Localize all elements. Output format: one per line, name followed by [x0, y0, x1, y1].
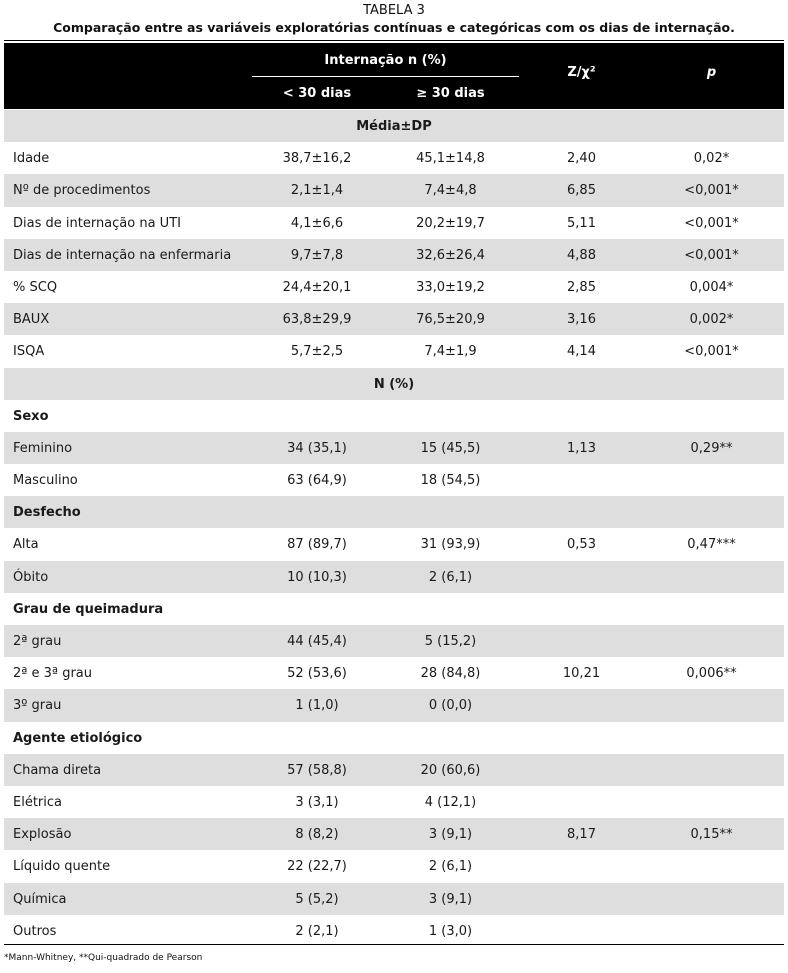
cell-p: <0,001* — [684, 247, 739, 263]
cell-over-30: 18 (54,5) — [420, 473, 481, 489]
cell-over-30: 1 (3,0) — [428, 923, 473, 939]
cell-z-chi: 10,21 — [562, 666, 601, 682]
table-row — [4, 850, 784, 882]
header-col-under-30: < 30 dias — [282, 86, 352, 101]
row-label: ISQA — [13, 344, 45, 360]
row-label: Masculino — [13, 473, 78, 489]
row-label: Alta — [13, 537, 39, 553]
cell-z-chi: 0,53 — [567, 537, 596, 553]
cell-p: 0,006** — [686, 666, 737, 682]
table-row — [4, 207, 784, 239]
cell-under-30: 52 (53,6) — [287, 666, 347, 682]
table-row — [4, 303, 784, 335]
table-row — [4, 818, 784, 850]
cell-under-30: 4,1±6,6 — [290, 215, 344, 231]
cell-under-30: 1 (1,0) — [295, 698, 339, 714]
row-label: 2ª e 3ª grau — [13, 666, 92, 682]
cell-over-30: 31 (93,9) — [420, 537, 481, 553]
top-rule — [4, 40, 784, 41]
cell-under-30: 2 (2,1) — [295, 923, 339, 939]
group-label: Grau de queimadura — [13, 601, 164, 617]
row-label: % SCQ — [13, 279, 58, 295]
cell-p: 0,15** — [690, 827, 733, 843]
row-label: 3º grau — [13, 698, 62, 714]
group-row — [4, 593, 784, 625]
table-row — [4, 561, 784, 593]
table-body — [4, 110, 784, 947]
cell-over-30: 45,1±14,8 — [416, 151, 485, 167]
group-row — [4, 400, 784, 432]
cell-over-30: 4 (12,1) — [424, 794, 477, 810]
table-row — [4, 657, 784, 689]
row-label: Dias de internação na UTI — [13, 215, 181, 231]
cell-over-30: 76,5±20,9 — [416, 312, 485, 328]
row-label: Idade — [13, 151, 50, 167]
cell-under-30: 9,7±7,8 — [290, 247, 344, 263]
row-label: Elétrica — [13, 794, 62, 810]
bottom-rule — [4, 944, 784, 945]
cell-under-30: 34 (35,1) — [287, 440, 347, 456]
cell-under-30: 24,4±20,1 — [282, 279, 352, 295]
cell-under-30: 8 (8,2) — [295, 827, 339, 843]
cell-p: 0,002* — [689, 312, 734, 328]
table-header — [4, 43, 784, 109]
table-row — [4, 464, 784, 496]
cell-z-chi: 4,14 — [567, 344, 596, 360]
cell-over-30: 7,4±4,8 — [424, 183, 477, 199]
group-label: Sexo — [13, 408, 49, 424]
table-row — [4, 883, 784, 915]
table-label: TABELA 3 — [363, 3, 425, 18]
table-footnote: *Mann-Whitney, **Qui-quadrado de Pearson — [4, 953, 203, 963]
section-row — [4, 110, 784, 142]
cell-under-30: 44 (45,4) — [287, 634, 347, 649]
header-col-over-30: ≥ 30 dias — [416, 86, 485, 101]
table-row — [4, 915, 784, 947]
table-row — [4, 625, 784, 657]
cell-under-30: 38,7±16,2 — [282, 151, 352, 167]
table-row — [4, 786, 784, 818]
cell-p: <0,001* — [684, 215, 739, 231]
cell-z-chi: 5,11 — [567, 215, 596, 231]
cell-over-30: 20,2±19,7 — [416, 215, 485, 231]
row-label: Dias de internação na enfermaria — [13, 247, 232, 263]
cell-p: 0,004* — [689, 279, 734, 295]
cell-over-30: 2 (6,1) — [428, 569, 473, 585]
row-label: BAUX — [13, 312, 50, 328]
cell-p: 0,02* — [693, 151, 730, 167]
cell-over-30: 3 (9,1) — [428, 827, 473, 843]
cell-over-30: 15 (45,5) — [420, 440, 481, 456]
cell-over-30: 0 (0,0) — [428, 698, 473, 714]
cell-over-30: 2 (6,1) — [428, 859, 473, 875]
table-row — [4, 754, 784, 786]
cell-z-chi: 3,16 — [567, 312, 596, 328]
group-row — [4, 722, 784, 754]
header-col-z-chi: Z/χ² — [567, 65, 596, 80]
cell-z-chi: 2,40 — [567, 151, 596, 167]
group-row — [4, 496, 784, 528]
cell-under-30: 63 (64,9) — [287, 473, 347, 489]
cell-p: 0,47*** — [687, 537, 736, 553]
row-label: Líquido quente — [13, 859, 111, 875]
table-row — [4, 142, 784, 174]
cell-over-30: 33,0±19,2 — [416, 279, 485, 295]
section-label: Média±DP — [356, 119, 432, 134]
row-label: Explosão — [13, 827, 72, 843]
row-label: Outros — [13, 923, 57, 939]
cell-under-30: 57 (58,8) — [287, 762, 347, 778]
cell-z-chi: 1,13 — [567, 440, 596, 456]
cell-over-30: 3 (9,1) — [428, 891, 473, 907]
row-label: 2ª grau — [13, 634, 62, 649]
table-row — [4, 528, 784, 560]
header-col-p: p — [706, 65, 717, 80]
cell-p: <0,001* — [684, 183, 739, 199]
cell-under-30: 87 (89,7) — [287, 537, 347, 553]
table-caption: Comparação entre as variáveis exploratórias contínuas e categóricas com os dias de internação. — [53, 20, 735, 35]
cell-over-30: 20 (60,6) — [420, 762, 481, 778]
section-label: N (%) — [373, 376, 415, 392]
header-group-rule — [252, 76, 519, 77]
cell-z-chi: 2,85 — [567, 279, 596, 295]
group-label: Agente etiológico — [13, 730, 143, 746]
cell-under-30: 22 (22,7) — [287, 859, 347, 875]
cell-p: 0,29** — [690, 440, 733, 456]
row-label: Nº de procedimentos — [13, 183, 151, 199]
group-label: Desfecho — [13, 505, 81, 521]
cell-under-30: 3 (3,1) — [295, 794, 339, 810]
table-row — [4, 689, 784, 721]
cell-over-30: 32,6±26,4 — [416, 247, 485, 263]
cell-under-30: 63,8±29,9 — [282, 312, 352, 328]
table-row — [4, 335, 784, 367]
row-label: Óbito — [13, 569, 49, 585]
cell-z-chi: 8,17 — [567, 827, 596, 843]
table-row — [4, 174, 784, 206]
table-row — [4, 432, 784, 464]
section-row — [4, 368, 784, 400]
cell-p: <0,001* — [684, 344, 739, 360]
cell-under-30: 2,1±1,4 — [290, 183, 344, 199]
cell-under-30: 10 (10,3) — [287, 569, 347, 585]
header-group-label: Internação n (%) — [324, 53, 447, 68]
cell-z-chi: 6,85 — [567, 183, 596, 199]
cell-over-30: 7,4±1,9 — [424, 344, 477, 360]
row-label: Química — [13, 891, 67, 907]
cell-over-30: 28 (84,8) — [420, 666, 481, 682]
cell-z-chi: 4,88 — [567, 247, 596, 263]
row-label: Feminino — [13, 440, 73, 456]
table-row — [4, 239, 784, 271]
cell-under-30: 5 (5,2) — [295, 891, 339, 907]
row-label: Chama direta — [13, 762, 102, 778]
cell-under-30: 5,7±2,5 — [290, 344, 344, 360]
table-row — [4, 271, 784, 303]
cell-over-30: 5 (15,2) — [424, 634, 477, 649]
